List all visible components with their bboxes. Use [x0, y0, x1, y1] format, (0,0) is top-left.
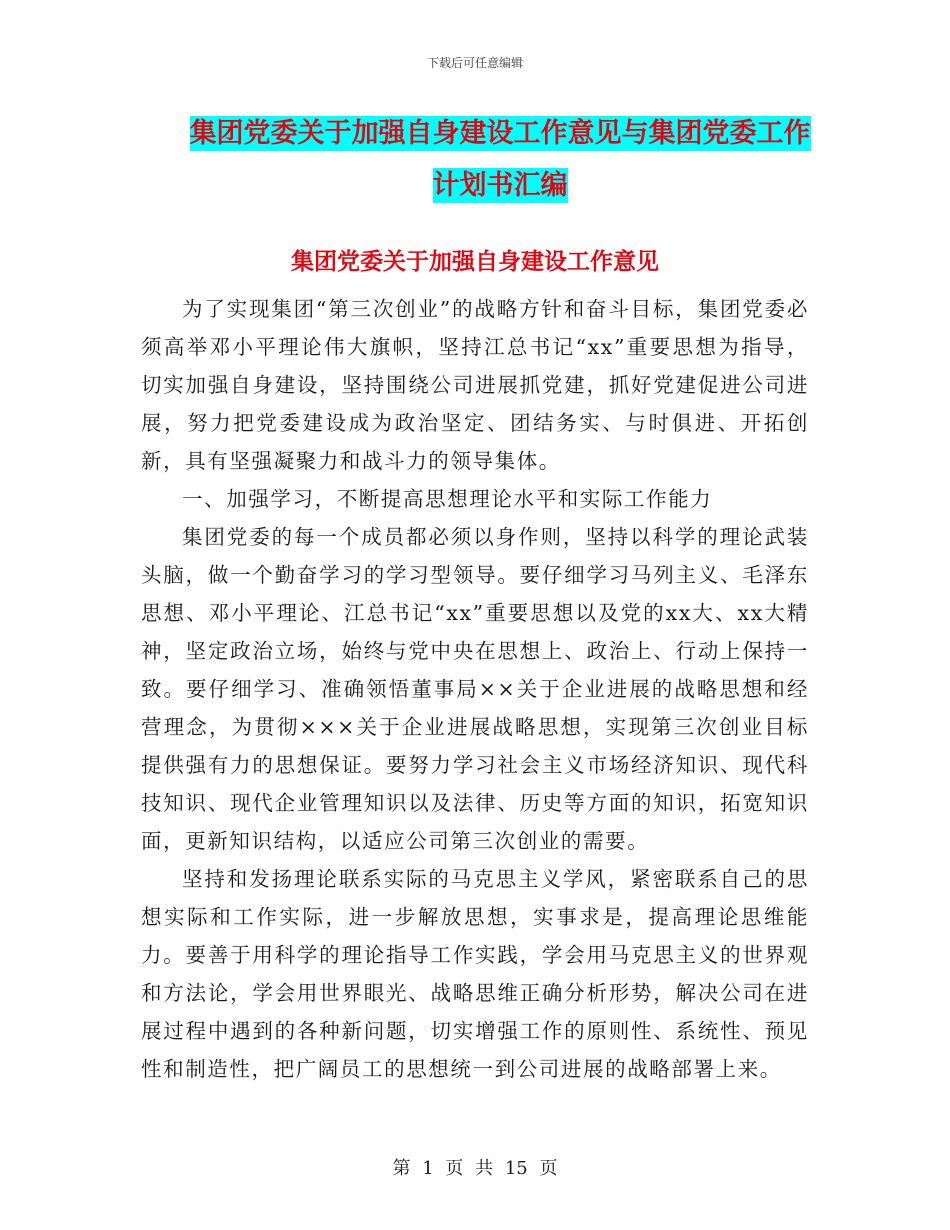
page-number-footer: 第 1 页 共 15 页	[392, 1158, 558, 1179]
document-title-line-2: 计划书汇编	[432, 170, 568, 201]
header-note: 下载后可任意编辑	[426, 56, 523, 70]
document-body	[141, 290, 809, 1088]
paragraph: 为了实现集团“第三次创业”的战略方针和奋斗目标，集团党委必须高举邓小平理论伟大旗帜，坚持江总书记“xx”重要思想为指导，切实加强自身建设，坚持围绕公司进展抓党建，抓好党建促进公司进展，努力把党委建设成为政治坚定、团结务实、与时俱进、开拓创新，具有坚强凝聚力和战斗力的领导集体。	[141, 297, 809, 473]
document-title-line-1: 集团党委关于加强自身建设工作意见与集团党委工作	[189, 118, 811, 149]
paragraph: 集团党委的每一个成员都必须以身作则，坚持以科学的理论武装头脑，做一个勤奋学习的学习型领导。要仔细学习马列主义、毛泽东思想、邓小平理论、江总书记“xx”重要思想以及党的xx大、xx大精神，坚定政治立场，始终与党中央在思想上、政治上、行动上保持一致。要仔细学习、准确领悟董事局××关于企业进展的战略思想和经营理念，为贯彻×××关于企业进展战略思想，实现第三次创业目标提供强有力的思想保证。要努力学习社会主义市场经济知识、现代科技知识、现代企业管理知识以及法律、历史等方面的知识，拓宽知识面，更新知识结构，以适应公司第三次创业的需要。	[141, 525, 809, 853]
paragraph: 坚持和发扬理论联系实际的马克思主义学风，紧密联系自己的思想实际和工作实际，进一步解放思想，实事求是，提高理论思维能力。要善于用科学的理论指导工作实践，学会用马克思主义的世界观和方法论，学会用世界眼光、战略思维正确分析形势，解决公司在进展过程中遇到的各种新问题，切实增强工作的原则性、系统性、预见性和制造性，把广阔员工的思想统一到公司进展的战略部署上来。	[141, 867, 809, 1081]
section-title: 集团党委关于加强自身建设工作意见	[291, 249, 659, 275]
section-heading: 一、加强学习，不断提高思想理论水平和实际工作能力	[182, 487, 713, 511]
document-title	[150, 108, 850, 212]
